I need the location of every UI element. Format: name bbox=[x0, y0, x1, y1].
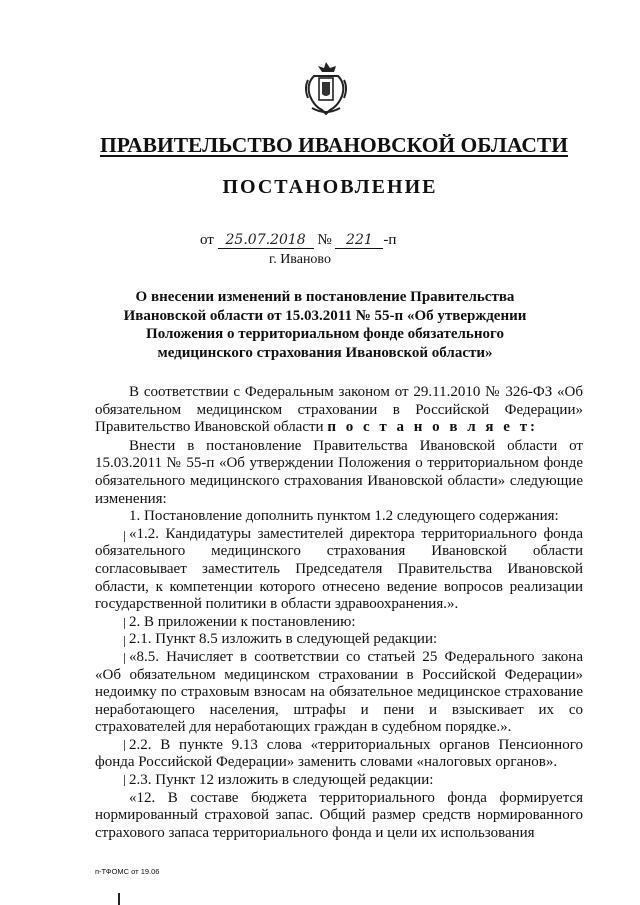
paragraph: Внести в постановление Правительства Ивановской области от 15.03.2011 № 55-п «Об утверждении Положения о территориальном фонде обязательного медицинского страхования Ивановской области» следующие изменения: bbox=[95, 437, 583, 507]
footer-note: п-ТФОМС от 19.06 bbox=[95, 867, 160, 876]
paragraph-intro bbox=[95, 384, 583, 437]
scan-edge-mark bbox=[118, 893, 120, 905]
intro-text: В соответствии с Федеральным законом от 29.11.2010 № 326-ФЗ «Об обязательном медицинском страховании в Российской Федерации» Правительство Ивановской области bbox=[95, 384, 583, 436]
paragraph: 2. В приложении к постановлению: bbox=[129, 613, 356, 630]
margin-mark bbox=[124, 775, 125, 786]
paragraph: «8.5. Начисляет в соответствии со статьей 25 Федерального закона «Об обязательном медицинском страховании в Российской Федерации» недоимку по страховым взносам на обязательное медицинское страхование неработающего населения, штрафы и пени и взыскивает их со страхователей для неработающих граждан в судебном порядке.». bbox=[95, 648, 583, 736]
document-date: 25.07.2018 bbox=[218, 232, 314, 249]
date-prefix: от bbox=[200, 232, 214, 248]
document-title: О внесении изменений в постановление Правительства Ивановской области от 15.03.2011 № 55-п «Об утверждении Положения о территориальном фонде обязательного медицинского страхования Ивановской области» bbox=[123, 289, 527, 361]
margin-mark bbox=[124, 531, 125, 542]
document-number: 221 bbox=[335, 232, 383, 249]
number-prefix: № bbox=[317, 232, 332, 248]
margin-mark bbox=[124, 740, 125, 751]
margin-mark bbox=[124, 618, 125, 629]
coat-of-arms-icon bbox=[302, 60, 350, 118]
paragraph: «1.2. Кандидатуры заместителей директора территориального фонда обязательного медицинского страхования Ивановской области согласовывает заместитель Председателя Правительства Ивановской области, к компетенции которого отнесено ведение вопросов реализации государственной политики в области здравоохранения.». bbox=[95, 525, 583, 613]
paragraph: 2.1. Пункт 8.5 изложить в следующей редакции: bbox=[129, 631, 438, 648]
margin-mark bbox=[124, 636, 125, 647]
paragraph: 2.3. Пункт 12 изложить в следующей редакции: bbox=[129, 772, 434, 789]
intro-action: п о с т а н о в л я е т: bbox=[327, 419, 539, 436]
paragraph: 2.2. В пункте 9.13 слова «территориальных органов Пенсионного фонда Российской Федерации» заменить словами «налоговых органов». bbox=[95, 736, 583, 771]
organization-heading: ПРАВИТЕЛЬСТВО ИВАНОВСКОЙ ОБЛАСТИ bbox=[100, 133, 568, 157]
paragraph: «12. В составе бюджета территориального фонда формируется нормированный страховой запас. Общий размер средств нормированного страхового запаса территориального фонда и цели их использования bbox=[95, 789, 583, 841]
document-body bbox=[95, 384, 583, 842]
paragraph: 1. Постановление дополнить пунктом 1.2 следующего содержания: bbox=[129, 508, 559, 525]
city-label: г. Иваново bbox=[269, 252, 331, 267]
document-type-heading: ПОСТАНОВЛЕНИЕ bbox=[222, 176, 438, 198]
number-suffix: -п bbox=[383, 232, 397, 248]
date-number-line bbox=[200, 232, 500, 249]
margin-mark bbox=[124, 653, 125, 664]
